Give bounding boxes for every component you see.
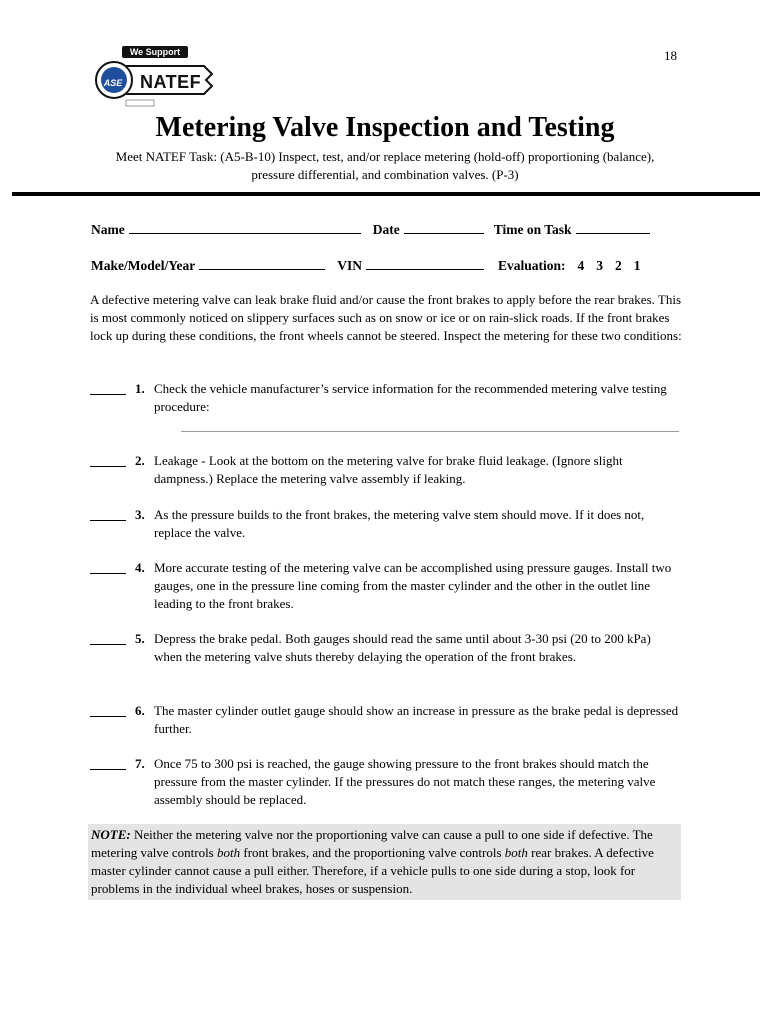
time-on-task-field[interactable] (576, 219, 650, 234)
vehicle-field[interactable] (199, 255, 325, 270)
step-5 (90, 630, 682, 666)
step-check-blank[interactable] (90, 506, 126, 521)
step-check-blank[interactable] (90, 702, 126, 717)
step-text: Check the vehicle manufacturer’s service information for the recommended metering valve testing procedure: (154, 381, 667, 414)
step-check-blank[interactable] (90, 630, 126, 645)
evaluation-option-3[interactable]: 3 (596, 258, 604, 273)
time-label: Time on Task (493, 222, 572, 237)
header-divider (12, 192, 760, 196)
evaluation-option-1[interactable]: 1 (633, 258, 641, 273)
note-emphasis: both (217, 845, 241, 860)
name-field[interactable] (129, 219, 361, 234)
step-number: 3. (135, 507, 145, 522)
note-emphasis: both (504, 845, 528, 860)
step-number: 4. (135, 560, 145, 575)
step-text: Once 75 to 300 psi is reached, the gauge showing pressure to the front brakes should match the pressure from the master cylinder. If the pressures do not match these ranges, the metering valve assembly should be replaced. (154, 756, 656, 807)
info-row-1 (91, 219, 681, 238)
note-box (88, 824, 681, 900)
step-number: 5. (135, 631, 145, 646)
vehicle-label: Make/Model/Year (91, 258, 196, 273)
logo-natef-text: NATEF (140, 72, 202, 92)
step-check-blank[interactable] (90, 755, 126, 770)
evaluation-option-2[interactable]: 2 (615, 258, 622, 273)
info-row-2 (91, 255, 681, 274)
step-text: As the pressure builds to the front brakes, the metering valve stem should move. If it does not, replace the valve. (154, 507, 645, 540)
page-title: Metering Valve Inspection and Testing (155, 112, 615, 143)
step-1-answer-line[interactable] (181, 431, 679, 432)
step-6 (90, 702, 682, 738)
logo-ase-text: ASE (103, 78, 123, 88)
step-7 (90, 755, 682, 809)
note-label: NOTE: (91, 827, 131, 842)
note-text: rear brakes. A defective master cylinder cannot cause a pull either. Therefore, if a vehicle pulls to one side during a stop, look for problems in the individual wheel brakes, hoses or suspension. (91, 845, 654, 896)
note-text: Neither the metering valve nor the proportioning valve can cause a pull to one side if defective. The metering valve controls (91, 827, 653, 860)
step-3 (90, 506, 682, 542)
step-number: 6. (135, 703, 145, 718)
vin-label: VIN (337, 258, 362, 273)
date-label: Date (372, 222, 400, 237)
page-number: 18 (664, 48, 677, 63)
natef-logo (94, 44, 216, 110)
step-2 (90, 452, 682, 488)
step-text: Leakage - Look at the bottom on the metering valve for brake fluid leakage. (Ignore slight dampness.) Replace the metering valve assembly if leaking. (154, 453, 623, 486)
note-text: front brakes, and the proportioning valve controls (240, 845, 505, 860)
name-label: Name (91, 222, 125, 237)
evaluation-label: Evaluation: (498, 258, 566, 273)
date-field[interactable] (404, 219, 484, 234)
intro-paragraph: A defective metering valve can leak brake fluid and/or cause the front brakes to apply before the rear brakes. This is most commonly noticed on slippery surfaces such as on snow or ice or on rain-slick roads. If the front brakes lock up during these conditions, the front wheels cannot be steered. Inspect the metering for these two conditions: (90, 292, 682, 343)
step-number: 7. (135, 756, 145, 771)
step-number: 2. (135, 453, 145, 468)
step-text: The master cylinder outlet gauge should show an increase in pressure as the brake pedal is depressed further. (154, 703, 679, 736)
step-check-blank[interactable] (90, 559, 126, 574)
step-1 (90, 380, 682, 416)
vin-field[interactable] (366, 255, 484, 270)
evaluation-option-4[interactable]: 4 (577, 258, 585, 273)
step-text: More accurate testing of the metering valve can be accomplished using pressure gauges. Install two gauges, one in the pressure line coming from the master cylinder and the other in the outlet line leading to the front brakes. (154, 560, 672, 611)
step-check-blank[interactable] (90, 380, 126, 395)
step-text: Depress the brake pedal. Both gauges should read the same until about 3-30 psi (20 to 200 kPa) when the metering valve shuts thereby delaying the operation of the front brakes. (154, 631, 651, 664)
step-check-blank[interactable] (90, 452, 126, 467)
task-subtitle: Meet NATEF Task: (A5-B-10) Inspect, test, and/or replace metering (hold-off) proportioning (balance), pressure differential, and combination valves. (P-3) (115, 149, 655, 182)
logo-banner: We Support (122, 46, 188, 58)
step-4 (90, 559, 682, 613)
step-number: 1. (135, 381, 145, 396)
